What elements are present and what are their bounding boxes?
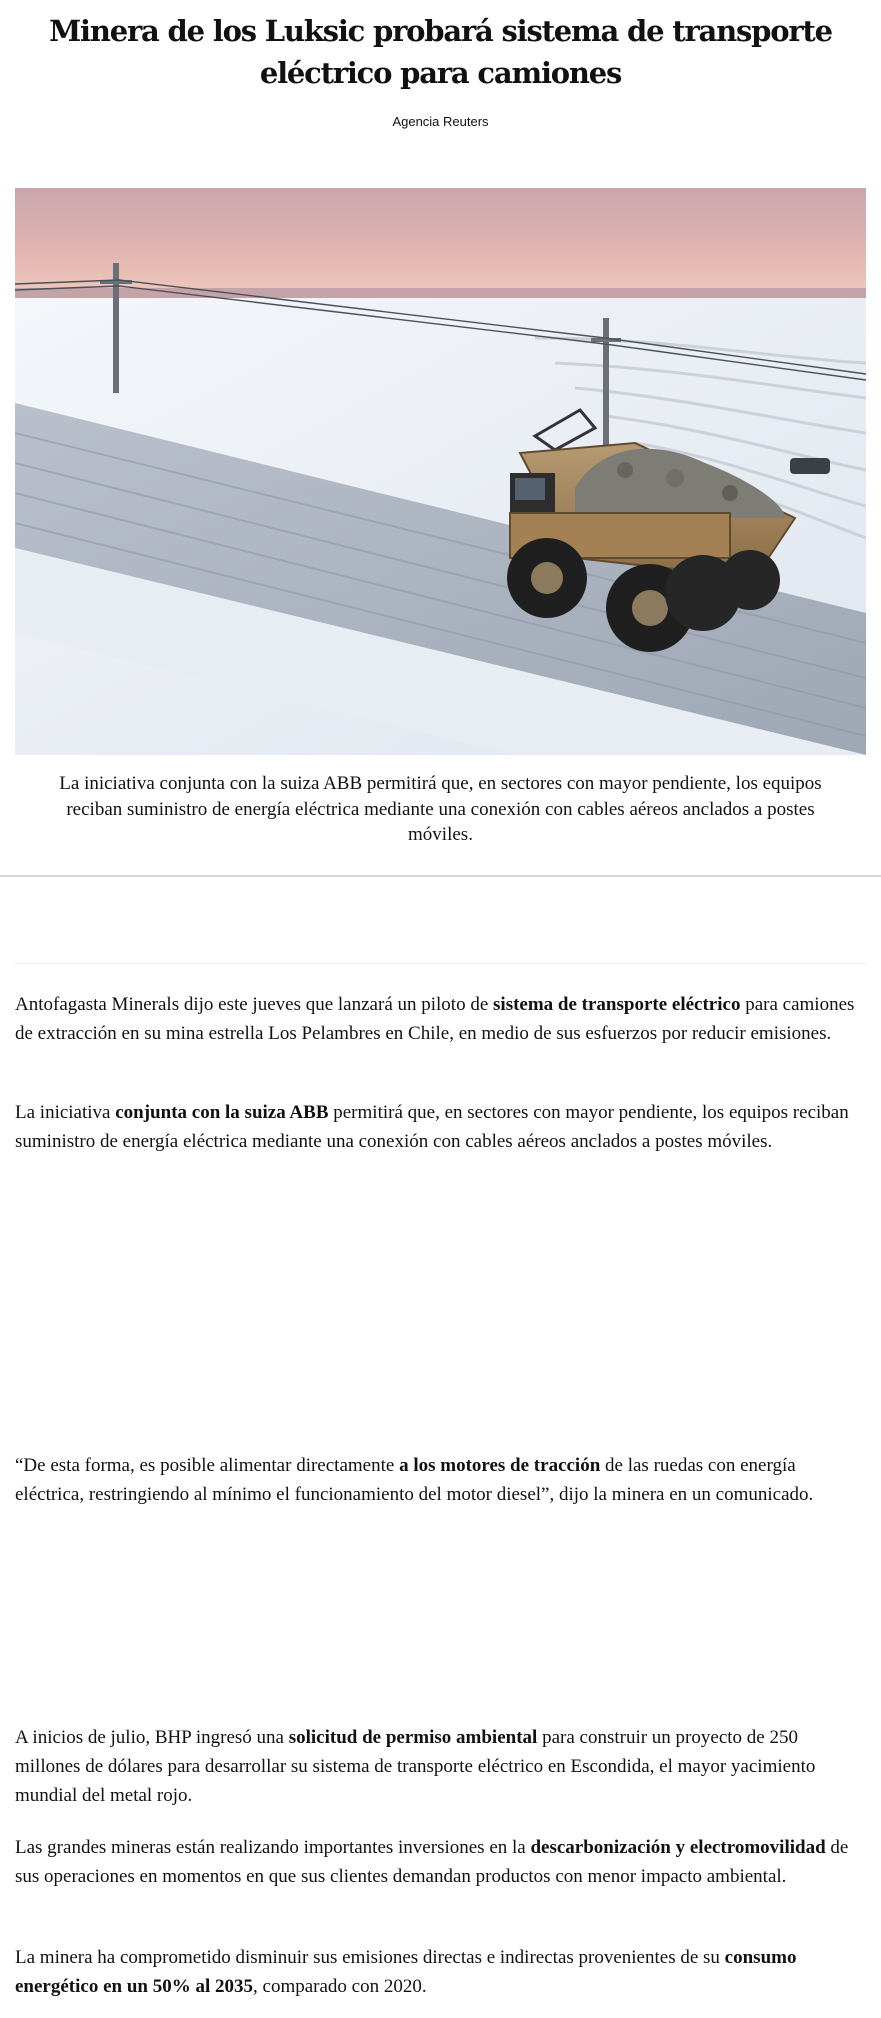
paragraph-text: de las ruedas con energía eléctrica, restringiendo al mínimo el funcionamiento del motor diesel”, dijo la minera en un comunicado. bbox=[15, 1455, 814, 1505]
service-vehicle bbox=[790, 458, 830, 474]
paragraph-text: , comparado con 2020. bbox=[253, 1976, 427, 1997]
article-paragraph bbox=[15, 1098, 866, 1156]
paragraph-emphasis: conjunta con la suiza ABB bbox=[115, 1102, 329, 1123]
paragraph-emphasis: consumo energético en un 50% al 2035 bbox=[15, 1947, 797, 1997]
paragraph-text: Antofagasta Minerals dijo este jueves que lanzará un piloto de bbox=[15, 994, 494, 1015]
paragraph-text: “De esta forma, es posible alimentar directamente bbox=[15, 1455, 400, 1476]
paragraph-text: de sus operaciones en momentos en que sus clientes demandan productos con menor impacto ambiental. bbox=[15, 1837, 849, 1887]
article-paragraph bbox=[15, 1943, 866, 2001]
paragraph-text: para construir un proyecto de 250 millones de dólares para desarrollar su sistema de transporte eléctrico en Escondida, el mayor yacimiento mundial del metal rojo. bbox=[15, 1727, 816, 1806]
article-byline: Agencia Reuters bbox=[392, 114, 489, 129]
paragraph-emphasis: solicitud de permiso ambiental bbox=[288, 1727, 538, 1748]
paragraph-text: A inicios de julio, BHP ingresó una bbox=[15, 1727, 289, 1748]
paragraph-emphasis: a los motores de tracción bbox=[399, 1455, 601, 1476]
paragraph-text: permitirá que, en sectores con mayor pendiente, los equipos reciban suministro de energía eléctrica mediante una conexión con cables aéreos anclados a postes móviles. bbox=[15, 1102, 849, 1152]
paragraph-text: La iniciativa bbox=[15, 1102, 116, 1123]
paragraph-text: La minera ha comprometido disminuir sus emisiones directas e indirectas provenientes de su bbox=[15, 1947, 725, 1968]
article-paragraph bbox=[15, 990, 866, 1048]
paragraph-emphasis: descarbonización y electromovilidad bbox=[530, 1837, 826, 1858]
paragraph-text: Las grandes mineras están realizando importantes inversiones en la bbox=[15, 1837, 531, 1858]
article-headline: Minera de los Luksic probará sistema de transporte eléctrico para camiones bbox=[49, 14, 832, 90]
image-caption: La iniciativa conjunta con la suiza ABB permitirá que, en sectores con mayor pendiente, los equipos reciban suministro de energía eléctrica mediante una conexión con cables aéreos anclados a postes móviles. bbox=[59, 773, 822, 845]
sky bbox=[15, 188, 866, 298]
section-divider bbox=[0, 875, 881, 877]
paragraph-text: para camiones de extracción en su mina estrella Los Pelambres en Chile, en medio de sus esfuerzos por reducir emisiones. bbox=[15, 994, 855, 1044]
content-divider bbox=[15, 963, 866, 964]
paragraph-emphasis: sistema de transporte eléctrico bbox=[493, 994, 741, 1015]
article-paragraph bbox=[15, 1833, 866, 1891]
article-paragraph bbox=[15, 1451, 866, 1509]
article-paragraph bbox=[15, 1723, 866, 1810]
hero-image bbox=[15, 188, 866, 755]
